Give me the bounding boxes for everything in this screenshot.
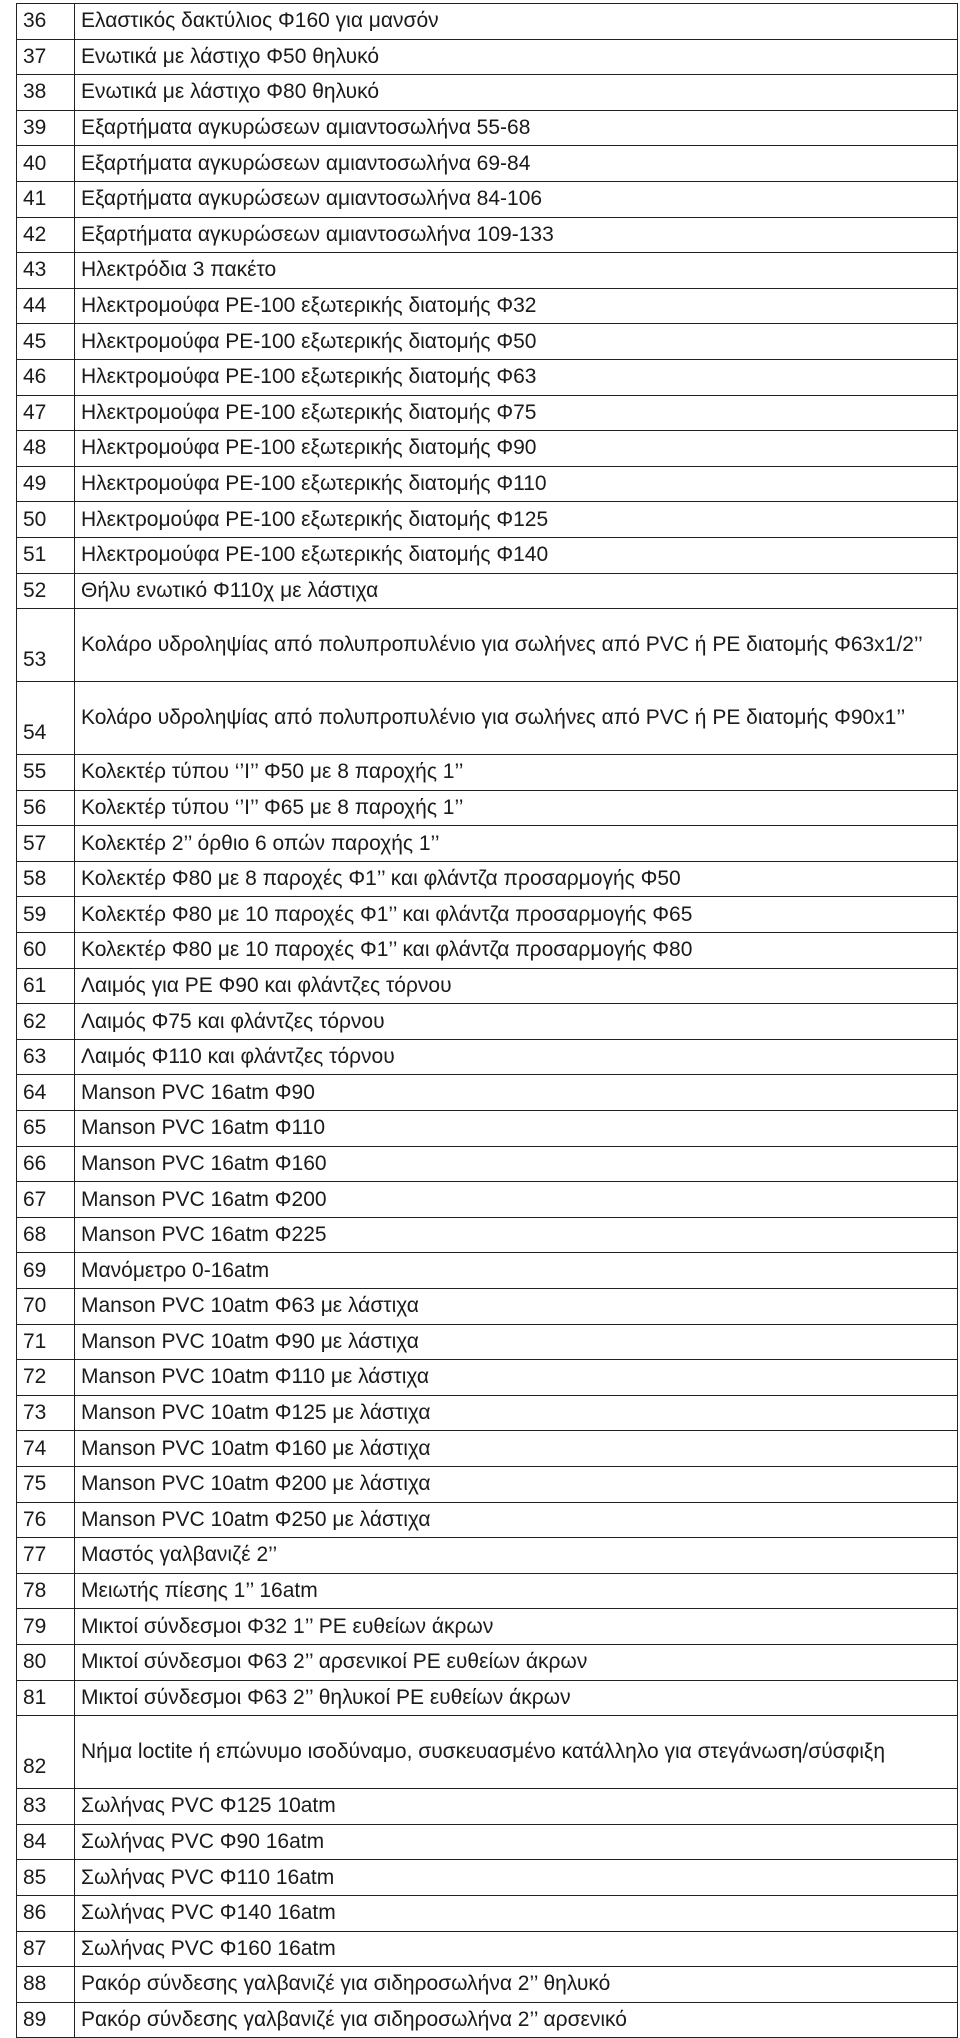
item-description: Ηλεκτρομούφα PE-100 εξωτερικής διατομής Φ63	[75, 359, 958, 395]
item-description: Κολεκτέρ 2’’ όρθιο 6 οπών παροχής 1’’	[75, 826, 958, 862]
item-number: 89	[17, 2002, 75, 2038]
table-row	[17, 755, 958, 791]
item-description: Λαιμός για PE Φ90 και φλάντζες τόρνου	[75, 968, 958, 1004]
item-number: 55	[17, 755, 75, 791]
item-number: 83	[17, 1789, 75, 1825]
table-row	[17, 861, 958, 897]
item-description: Σωλήνας PVC Φ90 16atm	[75, 1824, 958, 1860]
item-description: Σωλήνας PVC Φ140 16atm	[75, 1895, 958, 1931]
item-description: Ηλεκτρόδια 3 πακέτο	[75, 253, 958, 289]
table-row	[17, 359, 958, 395]
item-number: 45	[17, 324, 75, 360]
item-number: 58	[17, 861, 75, 897]
table-row	[17, 395, 958, 431]
table-row	[17, 1395, 958, 1431]
table-row	[17, 826, 958, 862]
item-number: 39	[17, 110, 75, 146]
item-description: Manson PVC 10atm Φ110 με λάστιχα	[75, 1360, 958, 1396]
item-description: Λαιμός Φ75 και φλάντζες τόρνου	[75, 1004, 958, 1040]
table-row	[17, 253, 958, 289]
item-number: 66	[17, 1146, 75, 1182]
item-number: 64	[17, 1075, 75, 1111]
item-number: 71	[17, 1324, 75, 1360]
item-description: Ηλεκτρομούφα PE-100 εξωτερικής διατομής Φ90	[75, 431, 958, 467]
item-number: 79	[17, 1609, 75, 1645]
item-number: 47	[17, 395, 75, 431]
table-row	[17, 466, 958, 502]
item-description: Εξαρτήματα αγκυρώσεων αμιαντοσωλήνα 55-68	[75, 110, 958, 146]
item-number: 67	[17, 1182, 75, 1218]
item-description: Ηλεκτρομούφα PE-100 εξωτερικής διατομής Φ32	[75, 288, 958, 324]
item-number: 78	[17, 1573, 75, 1609]
item-number: 68	[17, 1217, 75, 1253]
item-description: Manson PVC 10atm Φ200 με λάστιχα	[75, 1466, 958, 1502]
item-description: Ηλεκτρομούφα PE-100 εξωτερικής διατομής Φ75	[75, 395, 958, 431]
item-number: 77	[17, 1538, 75, 1574]
item-description: Manson PVC 10atm Φ90 με λάστιχα	[75, 1324, 958, 1360]
item-description: Λαιμός Φ110 και φλάντζες τόρνου	[75, 1039, 958, 1075]
item-description: Manson PVC 10atm Φ63 με λάστιχα	[75, 1289, 958, 1325]
item-number: 49	[17, 466, 75, 502]
item-description: Μανόμετρο 0-16atm	[75, 1253, 958, 1289]
item-number: 80	[17, 1644, 75, 1680]
item-description: Σωλήνας PVC Φ160 16atm	[75, 1931, 958, 1967]
item-description: Μειωτής πίεσης 1’’ 16atm	[75, 1573, 958, 1609]
item-number: 75	[17, 1466, 75, 1502]
table-row	[17, 573, 958, 609]
table-row	[17, 1573, 958, 1609]
item-number: 70	[17, 1289, 75, 1325]
item-number: 57	[17, 826, 75, 862]
item-description: Εξαρτήματα αγκυρώσεων αμιαντοσωλήνα 109-133	[75, 217, 958, 253]
items-table	[16, 3, 958, 2038]
table-row	[17, 1360, 958, 1396]
item-number: 84	[17, 1824, 75, 1860]
table-row	[17, 324, 958, 360]
item-description: Μικτοί σύνδεσμοι Φ63 2’’ αρσενικοί PE ευθείων άκρων	[75, 1644, 958, 1680]
item-description: Ηλεκτρομούφα PE-100 εξωτερικής διατομής Φ50	[75, 324, 958, 360]
table-row	[17, 1217, 958, 1253]
table-row	[17, 1860, 958, 1896]
table-row	[17, 181, 958, 217]
table-row	[17, 431, 958, 467]
item-number: 65	[17, 1111, 75, 1147]
item-number: 46	[17, 359, 75, 395]
item-number: 48	[17, 431, 75, 467]
item-number: 50	[17, 502, 75, 538]
item-number: 54	[17, 682, 75, 755]
table-row	[17, 110, 958, 146]
item-number: 43	[17, 253, 75, 289]
item-number: 88	[17, 1967, 75, 2003]
item-number: 56	[17, 790, 75, 826]
item-description: Manson PVC 16atm Φ110	[75, 1111, 958, 1147]
item-description: Μαστός γαλβανιζέ 2’’	[75, 1538, 958, 1574]
table-row	[17, 1039, 958, 1075]
table-row	[17, 933, 958, 969]
table-row	[17, 1466, 958, 1502]
table-row	[17, 609, 958, 682]
item-description: Manson PVC 10atm Φ125 με λάστιχα	[75, 1395, 958, 1431]
table-row	[17, 502, 958, 538]
item-description: Εξαρτήματα αγκυρώσεων αμιαντοσωλήνα 69-84	[75, 146, 958, 182]
table-row	[17, 1680, 958, 1716]
item-number: 61	[17, 968, 75, 1004]
item-number: 72	[17, 1360, 75, 1396]
item-number: 51	[17, 537, 75, 573]
item-description: Manson PVC 16atm Φ160	[75, 1146, 958, 1182]
item-description: Κολεκτέρ Φ80 με 8 παροχές Φ1’’ και φλάντζα προσαρμογής Φ50	[75, 861, 958, 897]
table-row	[17, 1111, 958, 1147]
items-table-body	[17, 4, 958, 2038]
item-number: 63	[17, 1039, 75, 1075]
table-row	[17, 1716, 958, 1789]
item-description: Ελαστικός δακτύλιος Φ160 για μανσόν	[75, 4, 958, 40]
item-description: Κολεκτέρ τύπου ‘’Ι’’ Φ50 με 8 παροχής 1’’	[75, 755, 958, 791]
item-description: Κολεκτέρ τύπου ‘’Ι’’ Φ65 με 8 παροχής 1’’	[75, 790, 958, 826]
item-description: Θήλυ ενωτικό Φ110χ με λάστιχα	[75, 573, 958, 609]
table-row	[17, 1075, 958, 1111]
item-number: 62	[17, 1004, 75, 1040]
item-description: Manson PVC 10atm Φ250 με λάστιχα	[75, 1502, 958, 1538]
item-description: Ρακόρ σύνδεσης γαλβανιζέ για σιδηροσωλήνα 2’’ θηλυκό	[75, 1967, 958, 2003]
table-row	[17, 1253, 958, 1289]
item-number: 60	[17, 933, 75, 969]
item-description: Manson PVC 16atm Φ90	[75, 1075, 958, 1111]
table-row	[17, 2002, 958, 2038]
table-row	[17, 217, 958, 253]
item-description: Εξαρτήματα αγκυρώσεων αμιαντοσωλήνα 84-106	[75, 181, 958, 217]
item-description: Manson PVC 16atm Φ225	[75, 1217, 958, 1253]
table-row	[17, 537, 958, 573]
table-row	[17, 1538, 958, 1574]
table-row	[17, 1895, 958, 1931]
item-number: 53	[17, 609, 75, 682]
table-row	[17, 790, 958, 826]
item-number: 40	[17, 146, 75, 182]
table-row	[17, 288, 958, 324]
table-row	[17, 1502, 958, 1538]
item-description: Ηλεκτρομούφα PE-100 εξωτερικής διατομής Φ140	[75, 537, 958, 573]
table-row	[17, 1431, 958, 1467]
table-row	[17, 682, 958, 755]
item-description: Σωλήνας PVC Φ125 10atm	[75, 1789, 958, 1825]
item-number: 38	[17, 75, 75, 111]
item-number: 37	[17, 39, 75, 75]
table-row	[17, 1324, 958, 1360]
item-description: Manson PVC 10atm Φ160 με λάστιχα	[75, 1431, 958, 1467]
item-number: 42	[17, 217, 75, 253]
item-description: Κολάρο υδροληψίας από πολυπροπυλένιο για σωλήνες από PVC ή PE διατομής Φ63x1/2’’	[75, 609, 958, 682]
table-row	[17, 897, 958, 933]
item-description: Ρακόρ σύνδεσης γαλβανιζέ για σιδηροσωλήνα 2’’ αρσενικό	[75, 2002, 958, 2038]
table-row	[17, 1931, 958, 1967]
item-number: 86	[17, 1895, 75, 1931]
table-row	[17, 1004, 958, 1040]
item-number: 59	[17, 897, 75, 933]
table-row	[17, 39, 958, 75]
item-number: 74	[17, 1431, 75, 1467]
item-number: 81	[17, 1680, 75, 1716]
item-description: Ενωτικά με λάστιχο Φ50 θηλυκό	[75, 39, 958, 75]
item-description: Μικτοί σύνδεσμοι Φ32 1’’ PE ευθείων άκρων	[75, 1609, 958, 1645]
table-row	[17, 1789, 958, 1825]
item-description: Σωλήνας PVC Φ110 16atm	[75, 1860, 958, 1896]
item-number: 69	[17, 1253, 75, 1289]
item-number: 87	[17, 1931, 75, 1967]
table-row	[17, 1967, 958, 2003]
item-description: Ηλεκτρομούφα PE-100 εξωτερικής διατομής Φ125	[75, 502, 958, 538]
item-number: 85	[17, 1860, 75, 1896]
item-number: 73	[17, 1395, 75, 1431]
item-number: 41	[17, 181, 75, 217]
item-description: Κολεκτέρ Φ80 με 10 παροχές Φ1’’ και φλάντζα προσαρμογής Φ65	[75, 897, 958, 933]
table-row	[17, 1609, 958, 1645]
table-row	[17, 146, 958, 182]
table-row	[17, 1146, 958, 1182]
item-number: 82	[17, 1716, 75, 1789]
item-description: Νήμα loctite ή επώνυμο ισοδύναμο, συσκευασμένο κατάλληλο για στεγάνωση/σύσφιξη	[75, 1716, 958, 1789]
item-description: Ηλεκτρομούφα PE-100 εξωτερικής διατομής Φ110	[75, 466, 958, 502]
item-number: 44	[17, 288, 75, 324]
item-description: Manson PVC 16atm Φ200	[75, 1182, 958, 1218]
table-row	[17, 4, 958, 40]
item-number: 36	[17, 4, 75, 40]
item-description: Κολεκτέρ Φ80 με 10 παροχές Φ1’’ και φλάντζα προσαρμογής Φ80	[75, 933, 958, 969]
item-description: Ενωτικά με λάστιχο Φ80 θηλυκό	[75, 75, 958, 111]
table-row	[17, 1644, 958, 1680]
table-row	[17, 75, 958, 111]
item-number: 76	[17, 1502, 75, 1538]
item-description: Μικτοί σύνδεσμοι Φ63 2’’ θηλυκοί PE ευθείων άκρων	[75, 1680, 958, 1716]
table-row	[17, 1289, 958, 1325]
table-row	[17, 968, 958, 1004]
table-row	[17, 1824, 958, 1860]
table-row	[17, 1182, 958, 1218]
item-description: Κολάρο υδροληψίας από πολυπροπυλένιο για σωλήνες από PVC ή PE διατομής Φ90x1’’	[75, 682, 958, 755]
item-number: 52	[17, 573, 75, 609]
